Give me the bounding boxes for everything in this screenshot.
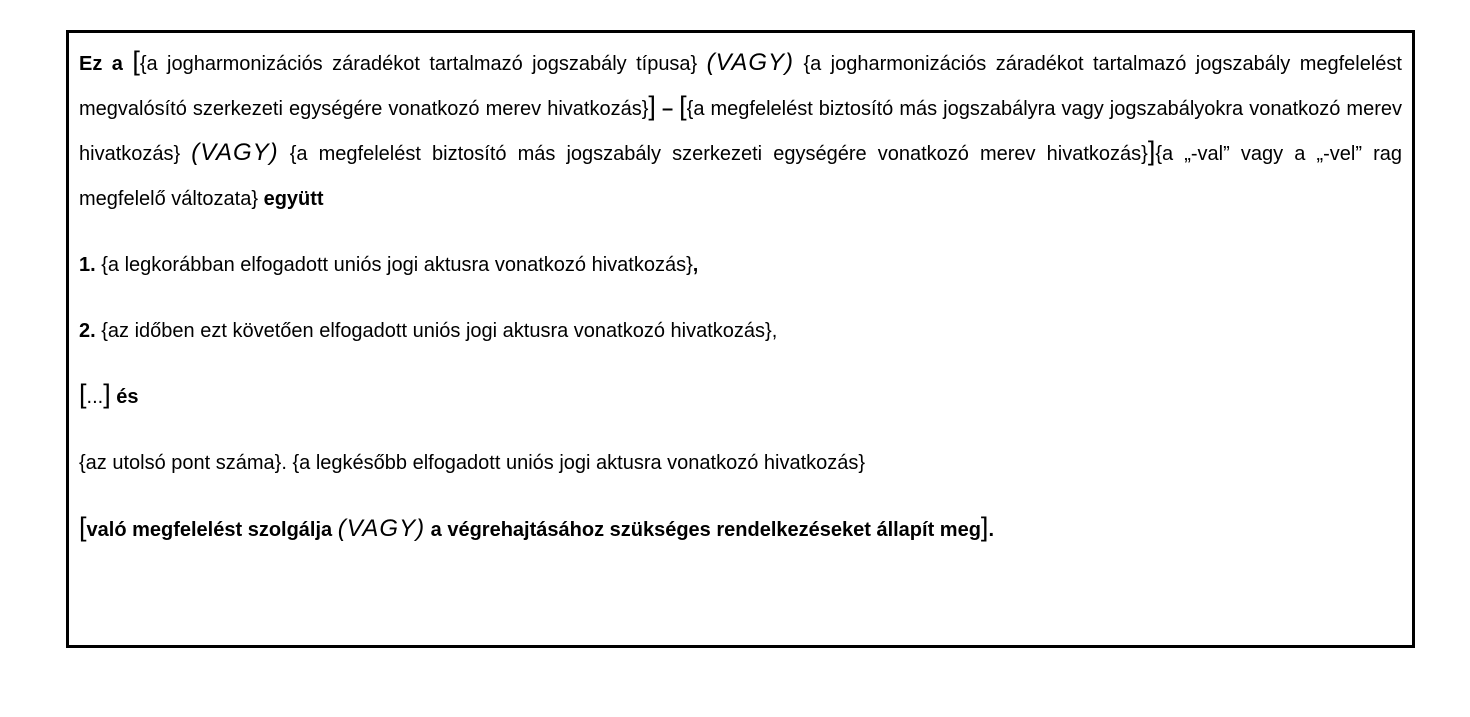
bracket-open: [ <box>679 90 687 121</box>
template-box <box>66 30 1415 648</box>
item-comma: , <box>692 254 699 276</box>
dash: – <box>661 97 674 120</box>
item-number: 2. <box>79 320 96 342</box>
closing-line <box>79 507 1402 551</box>
item-number: 1. <box>79 254 96 276</box>
and-keyword: és <box>116 386 139 408</box>
placeholder-other-legislation-reference: {a megfelelést biztosító más jogszabályra vagy jogszabályokra vonatkozó merev hivatkozás} <box>79 97 1402 165</box>
alternative-marker: (VAGY) <box>191 139 279 166</box>
ellipsis-line <box>79 375 1402 419</box>
bracket-open: [ <box>132 46 140 76</box>
alternative-marker: (VAGY) <box>706 49 795 76</box>
alternative-marker: (VAGY) <box>337 515 426 542</box>
bracket-open: [ <box>79 379 87 409</box>
bracket-open: [ <box>79 512 87 542</box>
list-item <box>79 243 1402 287</box>
list-item <box>79 309 1402 353</box>
closing-text-compliance: való megfelelést szolgálja <box>86 519 333 541</box>
placeholder-suffix-variant: {a „-val” vagy a „-vel” rag megfelelő változata} <box>79 143 1402 210</box>
placeholder-legal-act-type: {a jogharmonizációs záradékot tartalmazó jogszabály típusa} <box>139 53 698 75</box>
bracket-close: ] <box>980 512 989 542</box>
ellipsis: ... <box>86 386 104 408</box>
item-text: {az utolsó pont száma}. {a legkésőbb elfogadott uniós jogi aktusra vonatkozó hivatkozás} <box>79 452 866 474</box>
bracket-close: ] <box>1147 136 1156 166</box>
item-text: {a legkorábban elfogadott uniós jogi aktusra vonatkozó hivatkozás} <box>101 254 693 276</box>
together-keyword: együtt <box>263 187 324 210</box>
closing-period: . <box>988 519 994 541</box>
placeholder-structural-unit-reference: {a jogharmonizációs záradékot tartalmazó jogszabály megfelelést megvalósító szerkezeti egységére vonatkozó merev hivatkozás} <box>79 53 1402 120</box>
bracket-close: ] <box>103 379 111 409</box>
intro-paragraph <box>79 41 1402 221</box>
closing-text-implementation: a végrehajtásához szükséges rendelkezéseket állapít meg <box>430 519 981 541</box>
bracket-close: ] <box>648 90 656 121</box>
item-text: {az időben ezt követően elfogadott uniós jogi aktusra vonatkozó hivatkozás}, <box>101 320 778 342</box>
placeholder-other-structural-unit-reference: {a megfelelést biztosító más jogszabály szerkezeti egységére vonatkozó merev hivatkozás} <box>289 143 1148 165</box>
intro-lead: Ez a <box>79 53 123 75</box>
list-item-last <box>79 441 1402 485</box>
